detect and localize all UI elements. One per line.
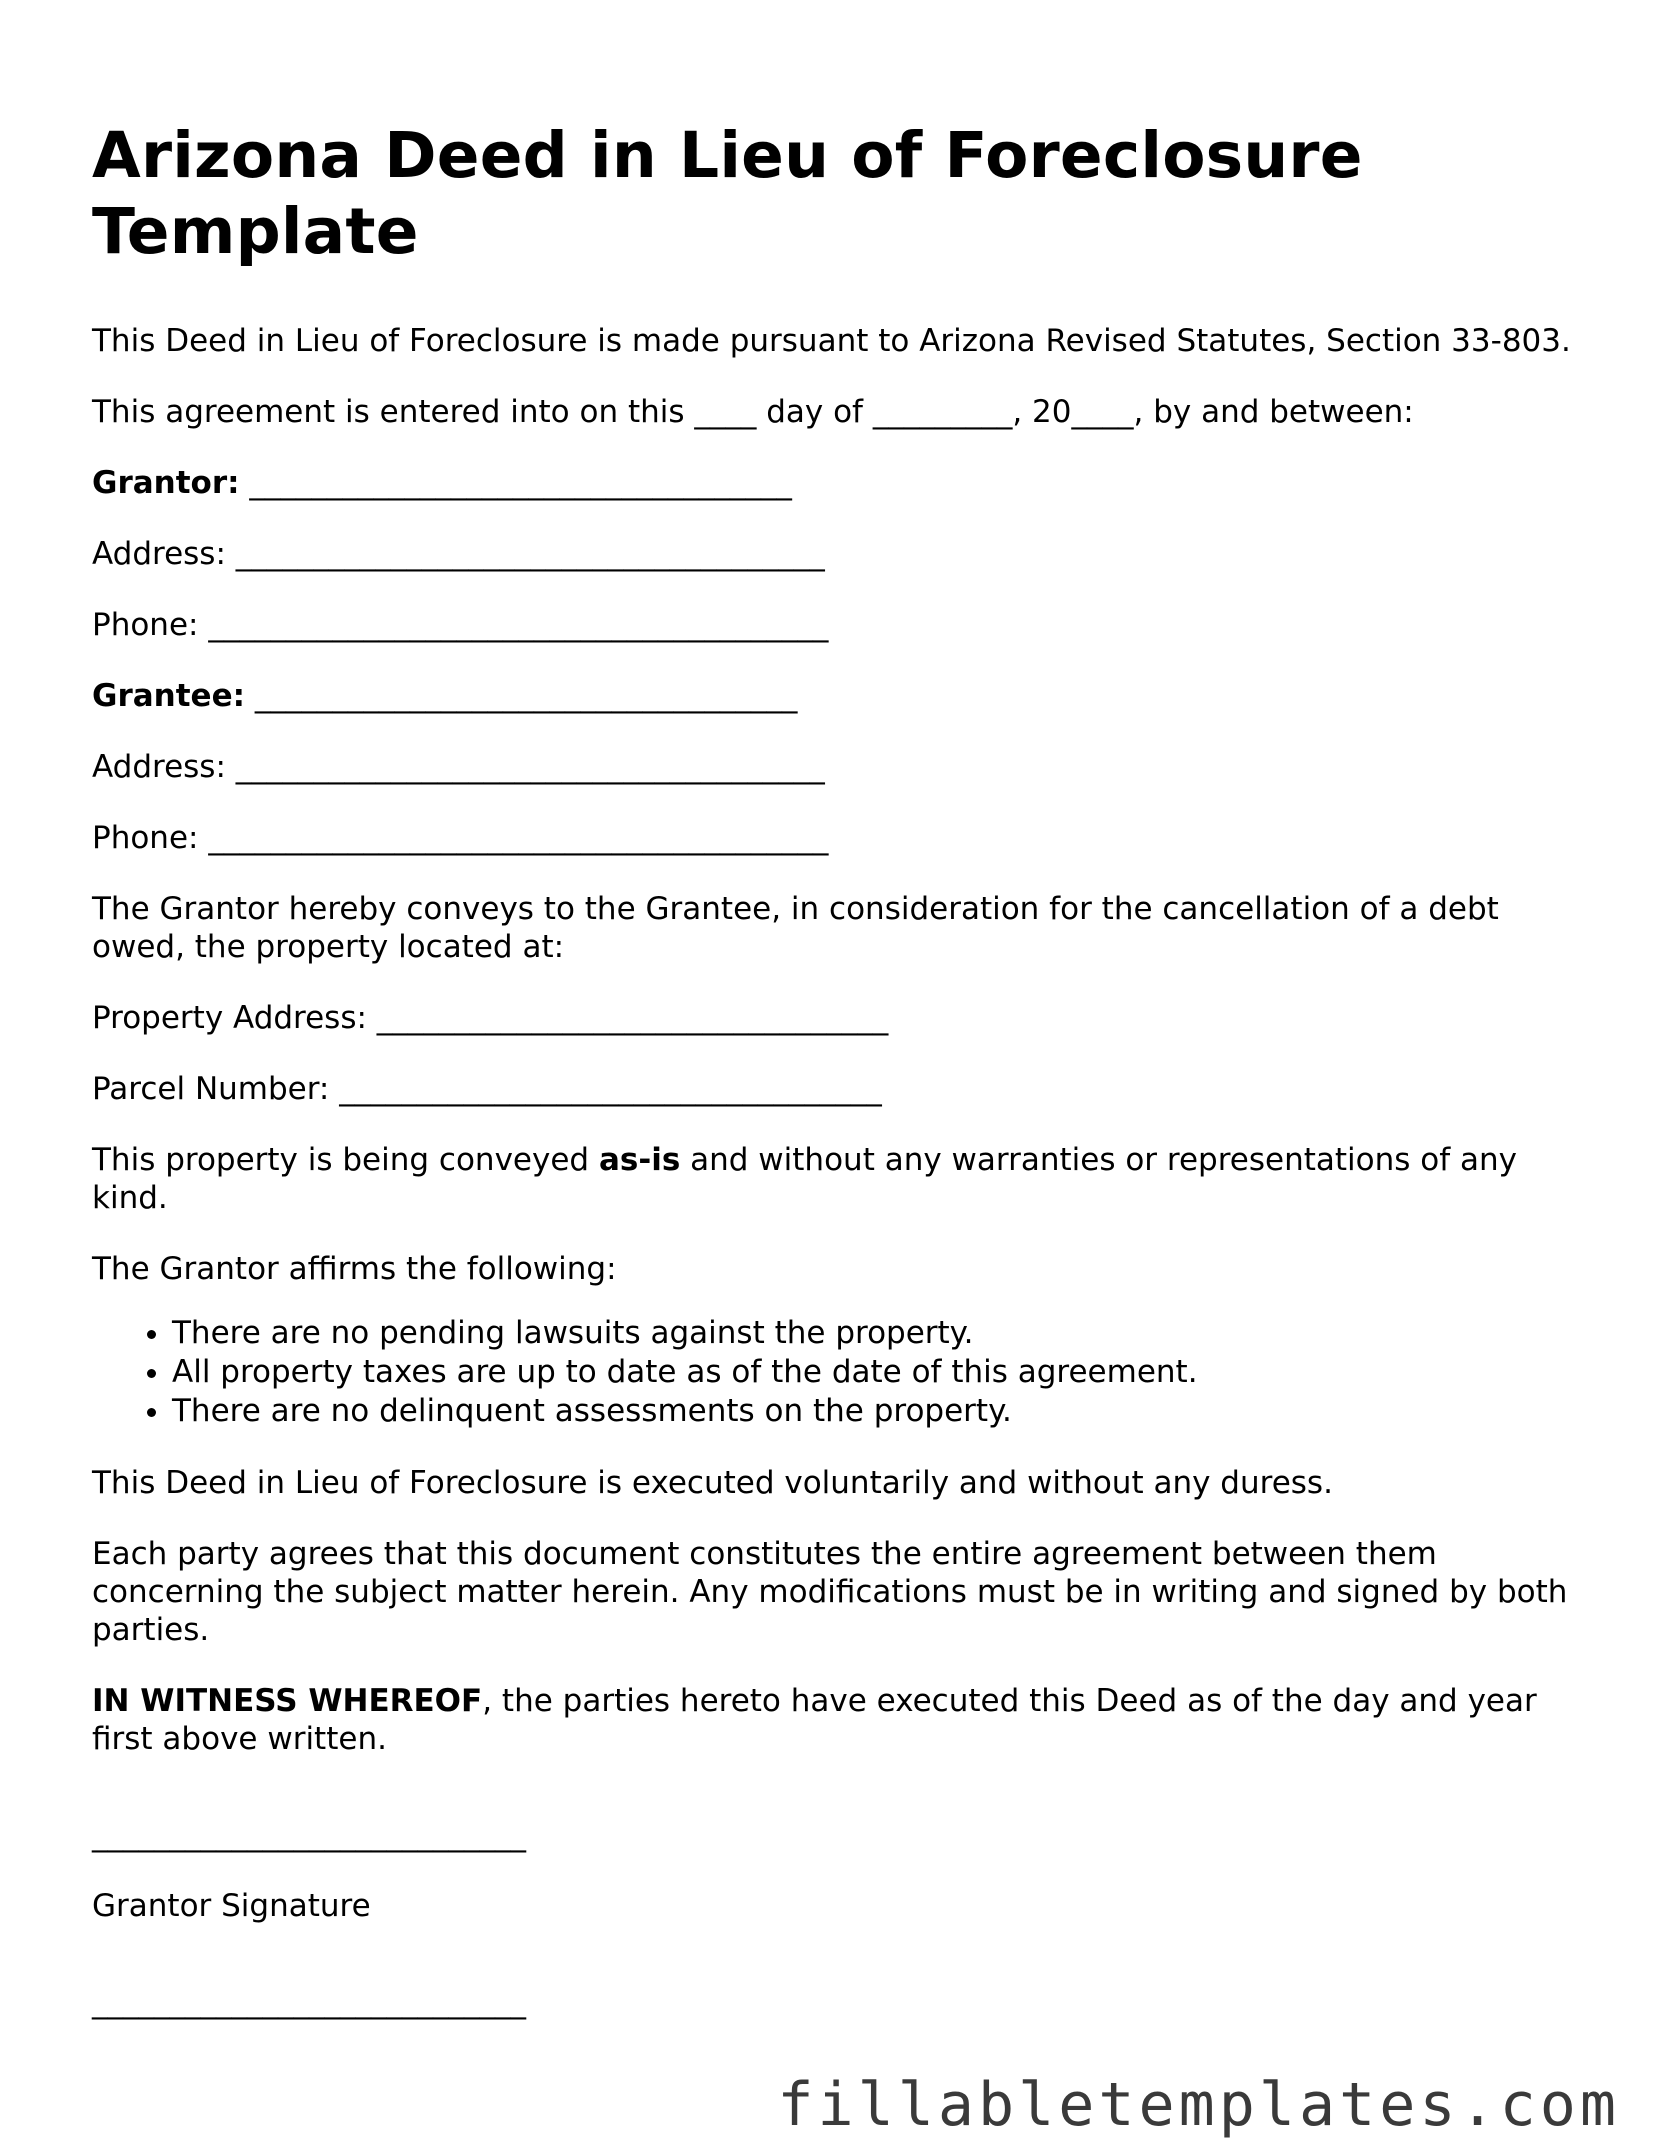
property-address-line: Property Address: _________________________________ [92,1000,889,1036]
grantee-label: Grantee: [92,678,245,714]
as-is-before: This property is being conveyed [92,1142,599,1178]
conveyance-paragraph: The Grantor hereby conveys to the Grantee, in consideration for the cancellation of a debt owed, the property located at: [92,891,1499,965]
affirm-intro: The Grantor affirms the following: [92,1251,617,1287]
grantor-phone-line: Phone: ________________________________________ [92,607,829,643]
grantee-line [92,677,1572,715]
witness-rest: , the parties hereto have executed this Deed as of the day and year first above written. [92,1683,1537,1757]
document-page [92,118,1572,2054]
agreement-date-line: This agreement is entered into on this ____ day of _________, 20____, by and between: [92,394,1414,430]
parcel-number-line: Parcel Number: ___________________________________ [92,1071,882,1107]
grantee-name-blank: ___________________________________ [245,678,798,714]
grantor-name-blank: ___________________________________ [239,465,792,501]
grantor-label: Grantor: [92,465,240,501]
grantee-address-line: Address: ______________________________________ [92,749,825,785]
list-item: • All property taxes are up to date as of the date of this agreement. [172,1353,1572,1392]
as-is-after: and without any warranties or representations of any kind. [92,1142,1517,1216]
grantor-line [92,464,1572,502]
grantor-address-line: Address: ______________________________________ [92,536,825,572]
list-item: • There are no delinquent assessments on the property. [172,1392,1572,1431]
affirmations-list [92,1314,1572,1431]
grantee-signature-line: ____________________________ [92,1984,526,2020]
as-is-bold: as-is [598,1142,681,1178]
witness-paragraph [92,1682,1572,1758]
grantor-signature-line: ____________________________ [92,1817,526,1853]
entire-agreement-paragraph: Each party agrees that this document constitutes the entire agreement between them concerning the subject matter herein. Any modifications must be in writing and signed by both parties. [92,1536,1568,1648]
grantor-signature-label: Grantor Signature [92,1888,371,1924]
witness-bold: IN WITNESS WHEREOF [92,1683,483,1719]
grantee-phone-line: Phone: ________________________________________ [92,820,829,856]
document-title: Arizona Deed in Lieu of Foreclosure Template [92,119,1363,268]
intro-paragraph: This Deed in Lieu of Foreclosure is made pursuant to Arizona Revised Statutes, Section 33-803. [92,323,1571,359]
as-is-paragraph [92,1141,1572,1217]
voluntary-paragraph: This Deed in Lieu of Foreclosure is executed voluntarily and without any duress. [92,1465,1333,1501]
list-item: • There are no pending lawsuits against the property. [172,1314,1572,1353]
watermark-text: fillabletemplates.com [777,2070,1620,2140]
